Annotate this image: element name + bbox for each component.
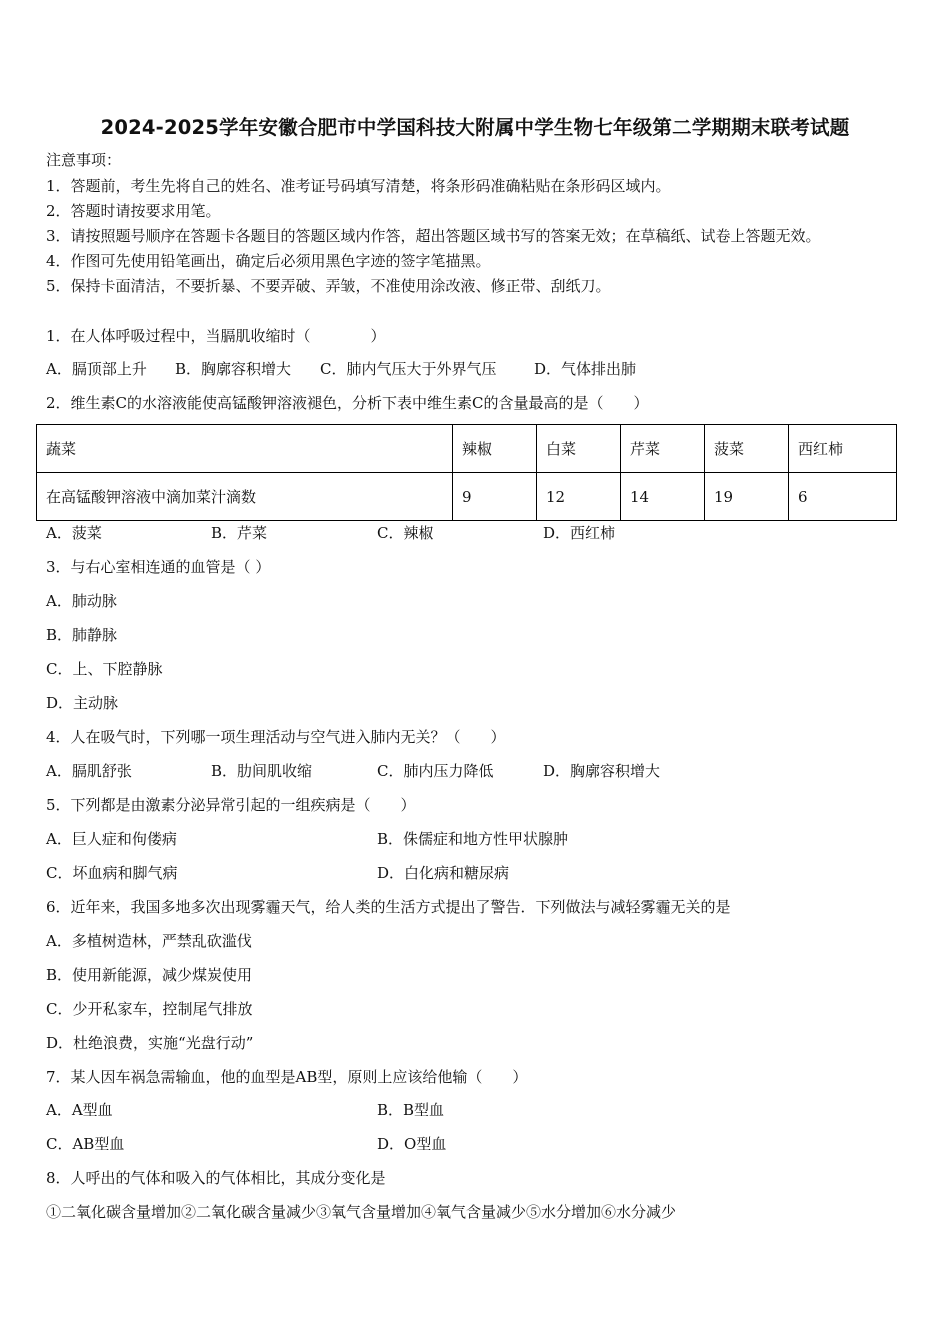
table-header-cell: 芹菜 [621,425,705,473]
q8-choices-line: ①二氧化碳含量增加②二氧化碳含量减少③氧气含量增加④氧气含量减少⑤水分增加⑥水分减少 [46,1203,677,1221]
q1-option-c: C．肺内气压大于外界气压 [320,360,497,378]
table-header-cell: 菠菜 [705,425,789,473]
notice-item: 5．保持卡面清洁，不要折暴、不要弄破、弄皱，不准使用涂改液、修正带、刮纸刀。 [46,277,611,295]
q4-option-d: D．胸廓容积增大 [543,762,661,780]
question-4-stem: 4．人在吸气时，下列哪一项生理活动与空气进入肺内无关？（ ） [46,728,506,746]
notice-item: 4．作图可先使用铅笔画出，确定后必须用黑色字迹的签字笔描黑。 [46,252,491,270]
table-header-cell: 西红柿 [789,425,897,473]
q2-option-c: C．辣椒 [377,524,434,542]
vitamin-c-table [36,424,897,521]
table-row-label: 在高锰酸钾溶液中滴加菜汁滴数 [37,473,453,521]
table-row [37,473,897,521]
q7-option-d: D．O型血 [377,1135,447,1153]
question-2-stem: 2．维生素C的水溶液能使高锰酸钾溶液褪色，分析下表中维生素C的含量最高的是（ ） [46,394,649,412]
q3-option-a: A．肺动脉 [46,592,117,610]
q5-option-a: A．巨人症和佝偻病 [46,830,177,848]
q4-option-b: B．肋间肌收缩 [211,762,313,780]
table-cell: 12 [537,473,621,521]
q7-option-b: B．B型血 [377,1101,445,1119]
table-header-cell: 白菜 [537,425,621,473]
q6-option-a: A．多植树造林，严禁乱砍滥伐 [46,932,252,950]
q2-option-b: B．芹菜 [211,524,268,542]
notice-item: 1．答题前，考生先将自己的姓名、准考证号码填写清楚，将条形码准确粘贴在条形码区域内。 [46,177,671,195]
question-6-stem: 6．近年来，我国多地多次出现雾霾天气，给人类的生活方式提出了警告．下列做法与减轻雾霾无关的是 [46,898,731,916]
question-1-stem: 1．在人体呼吸过程中，当膈肌收缩时（ ） [46,327,386,345]
q5-option-c: C．坏血病和脚气病 [46,864,178,882]
q5-option-b: B．侏儒症和地方性甲状腺肿 [377,830,569,848]
table-header-cell: 蔬菜 [37,425,453,473]
q3-option-d: D．主动脉 [46,694,119,712]
notice-item: 3．请按照题号顺序在答题卡各题目的答题区域内作答，超出答题区域书写的答案无效；在草稿纸、试卷上答题无效。 [46,227,821,245]
question-7-stem: 7．某人因车祸急需输血，他的血型是AB型，原则上应该给他输（ ） [46,1068,528,1086]
notice-heading: 注意事项： [46,151,122,169]
q2-option-a: A．菠菜 [46,524,102,542]
q1-option-a: A．膈顶部上升 [46,360,147,378]
question-5-stem: 5．下列都是由激素分泌异常引起的一组疾病是（ ） [46,796,416,814]
exam-title: 2024-2025学年安徽合肥市中学国科技大附属中学生物七年级第二学期期末联考试题 [100,116,850,139]
table-cell: 9 [453,473,537,521]
table-cell: 14 [621,473,705,521]
q1-option-d: D．气体排出肺 [534,360,637,378]
q6-option-b: B．使用新能源，减少煤炭使用 [46,966,253,984]
q6-option-c: C．少开私家车，控制尾气排放 [46,1000,253,1018]
q4-option-a: A．膈肌舒张 [46,762,132,780]
q1-option-b: B．胸廓容积增大 [175,360,292,378]
q7-option-a: A．A型血 [46,1101,113,1119]
table-row [37,425,897,473]
question-3-stem: 3．与右心室相连通的血管是（ ） [46,558,271,576]
table-header-cell: 辣椒 [453,425,537,473]
q4-option-c: C．肺内压力降低 [377,762,494,780]
q7-option-c: C．AB型血 [46,1135,125,1153]
q5-option-d: D．白化病和糖尿病 [377,864,510,882]
q3-option-c: C．上、下腔静脉 [46,660,163,678]
table-cell: 6 [789,473,897,521]
q3-option-b: B．肺静脉 [46,626,118,644]
table-cell: 19 [705,473,789,521]
question-8-stem: 8．人呼出的气体和吸入的气体相比，其成分变化是 [46,1169,386,1187]
q2-option-d: D．西红柿 [543,524,616,542]
q6-option-d: D．杜绝浪费，实施“光盘行动” [46,1034,254,1052]
notice-item: 2．答题时请按要求用笔。 [46,202,221,220]
